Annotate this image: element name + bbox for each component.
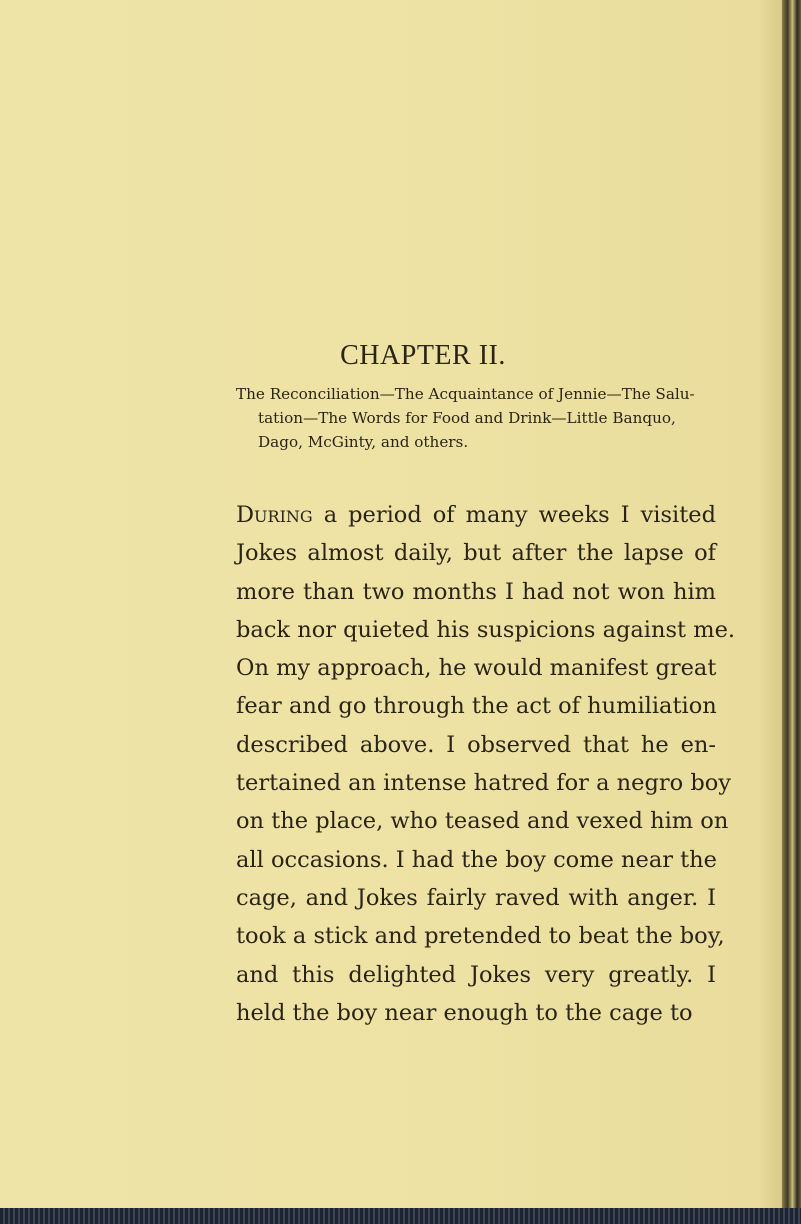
body-line: all occasions. I had the boy come near the [236, 846, 717, 873]
body-line: cage, and Jokes fairly raved with anger. I [236, 884, 716, 911]
body-line: Jokes almost daily, but after the lapse of [236, 540, 716, 567]
body-line-text: a period of many weeks I visited [312, 502, 716, 528]
body-line: on the place, who teased and vexed him on [236, 808, 729, 835]
book-edge-bottom [0, 1208, 801, 1224]
synopsis-line: tation—The Words for Food and Drink—Little Banquo, [258, 409, 676, 427]
drop-word: During [236, 502, 313, 528]
body-line: On my approach, he would manifest great [236, 655, 717, 682]
chapter-title-text: CHAPTER II. [340, 340, 506, 371]
body-line: took a stick and pretended to beat the boy, [236, 923, 725, 950]
body-line: back nor quieted his suspicions against me. [236, 616, 736, 643]
chapter-synopsis [236, 382, 716, 454]
chapter-title [0, 340, 782, 372]
body-line: described above. I observed that he en- [236, 731, 716, 758]
body-line: held the boy near enough to the cage to [236, 999, 693, 1026]
synopsis-line: Dago, McGinty, and others. [258, 433, 469, 451]
body-line: and this delighted Jokes very greatly. I [236, 961, 716, 988]
body-line: tertained an intense hatred for a negro boy [236, 770, 731, 797]
synopsis-line: The Reconciliation—The Acquaintance of Jennie—The Salu- [236, 385, 695, 403]
body-line: fear and go through the act of humiliation [236, 693, 717, 720]
book-edge-right [782, 0, 801, 1224]
body-line [236, 496, 716, 534]
body-text [236, 496, 736, 1032]
body-line: more than two months I had not won him [236, 578, 716, 605]
